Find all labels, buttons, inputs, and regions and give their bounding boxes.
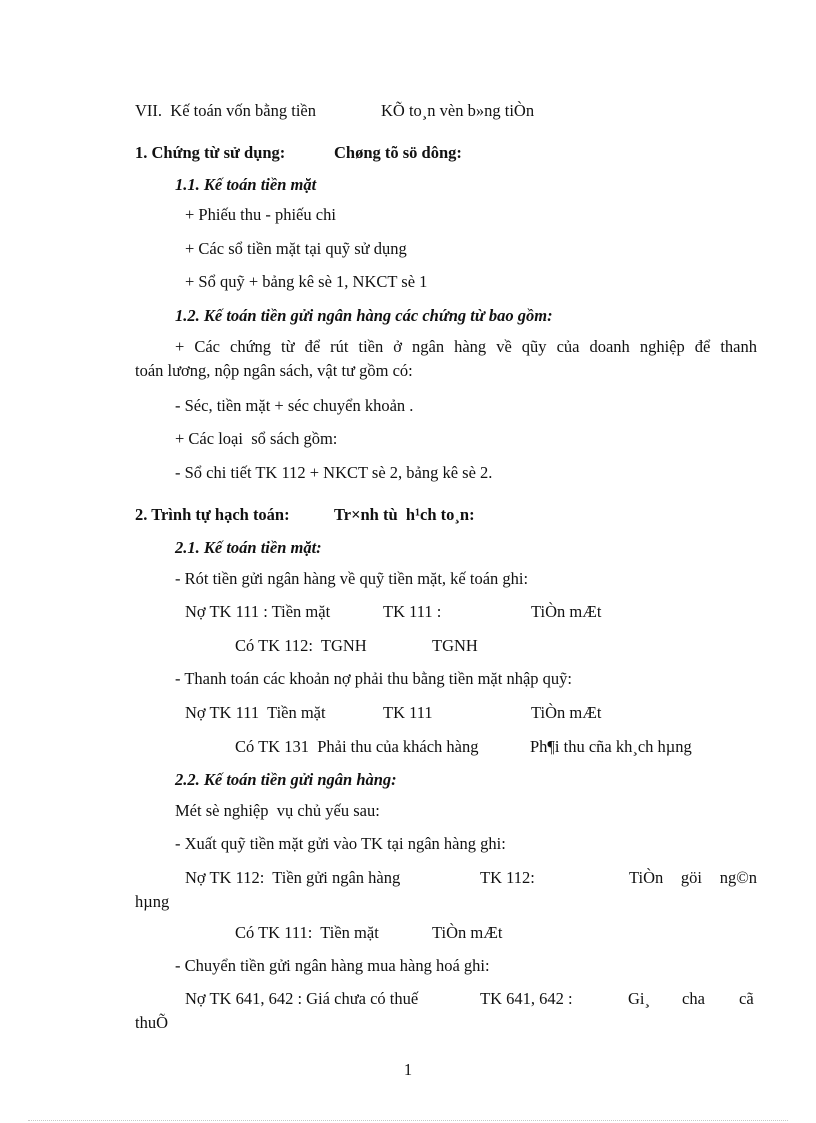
list-item: - Rót tiền gửi ngân hàng về quỹ tiền mặt, kế toán ghi: bbox=[175, 569, 529, 588]
entry-label-alt: Gi¸ bbox=[628, 989, 650, 1008]
list-item: + Phiếu thu - phiếu chi bbox=[185, 205, 336, 224]
list-item: - Chuyển tiền gửi ngân hàng mua hàng hoá ghi: bbox=[175, 956, 490, 975]
section-2-title: 2. Trình tự hạch toán: bbox=[135, 505, 290, 524]
paragraph-line: + Các chứng từ để rút tiền ở ngân hàng về qũy của doanh nghiệp để thanh bbox=[175, 337, 757, 356]
heading-title: VII. Kế toán vốn bằng tiền bbox=[135, 101, 316, 120]
list-item: - Thanh toán các khoản nợ phải thu bằng tiền mặt nhập quỹ: bbox=[175, 669, 572, 688]
page-bottom-divider bbox=[28, 1120, 788, 1121]
entry-label-alt: TGNH bbox=[432, 636, 478, 655]
subsection-1-2-title: 1.2. Kế toán tiền gửi ngân hàng các chứng từ bao gồm: bbox=[175, 306, 553, 325]
entry-account: TK 112: bbox=[480, 868, 535, 887]
list-item: - Xuất quỹ tiền mặt gửi vào TK tại ngân hàng ghi: bbox=[175, 834, 506, 853]
list-item: + Các loại sổ sách gồm: bbox=[175, 429, 338, 448]
subsection-2-2-title: 2.2. Kế toán tiền gửi ngân hàng: bbox=[175, 770, 397, 789]
heading-title-alt: KÕ to¸n vèn b»ng tiÒn bbox=[381, 101, 535, 120]
entry-debit: Nợ TK 111 Tiền mặt bbox=[185, 703, 326, 722]
list-item: - Séc, tiền mặt + séc chuyển khoản . bbox=[175, 396, 414, 415]
entry-label-alt: Ph¶i thu cña kh¸ch hµng bbox=[530, 737, 692, 756]
page-number: 1 bbox=[403, 1060, 413, 1079]
entry-debit: Nợ TK 641, 642 : Giá chưa có thuế bbox=[185, 989, 419, 1008]
entry-label-alt: cha bbox=[682, 989, 705, 1008]
section-1-title: 1. Chứng từ sử dụng: bbox=[135, 143, 286, 162]
entry-label-alt: TiÒn mÆt bbox=[531, 602, 602, 621]
entry-debit: Nợ TK 111 : Tiền mặt bbox=[185, 602, 331, 621]
entry-account: TK 111 bbox=[383, 703, 433, 722]
entry-account: TK 641, 642 : bbox=[480, 989, 573, 1008]
subsection-2-1-title: 2.1. Kế toán tiền mặt: bbox=[175, 538, 322, 557]
list-item: + Các sổ tiền mặt tại quỹ sử dụng bbox=[185, 239, 407, 258]
entry-credit: Có TK 112: TGNH bbox=[235, 636, 367, 655]
subsection-1-1-title: 1.1. Kế toán tiền mặt bbox=[175, 175, 317, 194]
entry-label-alt: TiÒn göi ng©n bbox=[629, 868, 757, 887]
list-item: - Sổ chi tiết TK 112 + NKCT sè 2, bảng kê sè 2. bbox=[175, 463, 493, 482]
entry-account: TK 111 : bbox=[383, 602, 442, 621]
section-2-title-alt: Tr×nh tù h¹ch to¸n: bbox=[334, 505, 475, 524]
entry-label-alt-wrap: hµng bbox=[135, 892, 170, 911]
entry-credit: Có TK 111: Tiền mặt bbox=[235, 923, 379, 942]
paragraph-line: Mét sè nghiệp vụ chủ yếu sau: bbox=[175, 801, 380, 820]
paragraph-line: toán lương, nộp ngân sách, vật tư gồm có: bbox=[135, 361, 413, 380]
entry-label-alt: TiÒn mÆt bbox=[432, 923, 503, 942]
entry-label-alt: TiÒn mÆt bbox=[531, 703, 602, 722]
entry-label-alt-wrap: thuÕ bbox=[135, 1013, 168, 1032]
entry-debit: Nợ TK 112: Tiền gửi ngân hàng bbox=[185, 868, 401, 887]
entry-label-alt: cã bbox=[739, 989, 754, 1008]
list-item: + Sổ quỹ + bảng kê sè 1, NKCT sè 1 bbox=[185, 272, 428, 291]
entry-credit: Có TK 131 Phải thu của khách hàng bbox=[235, 737, 479, 756]
section-1-title-alt: Chøng tõ sö dông: bbox=[334, 143, 462, 162]
